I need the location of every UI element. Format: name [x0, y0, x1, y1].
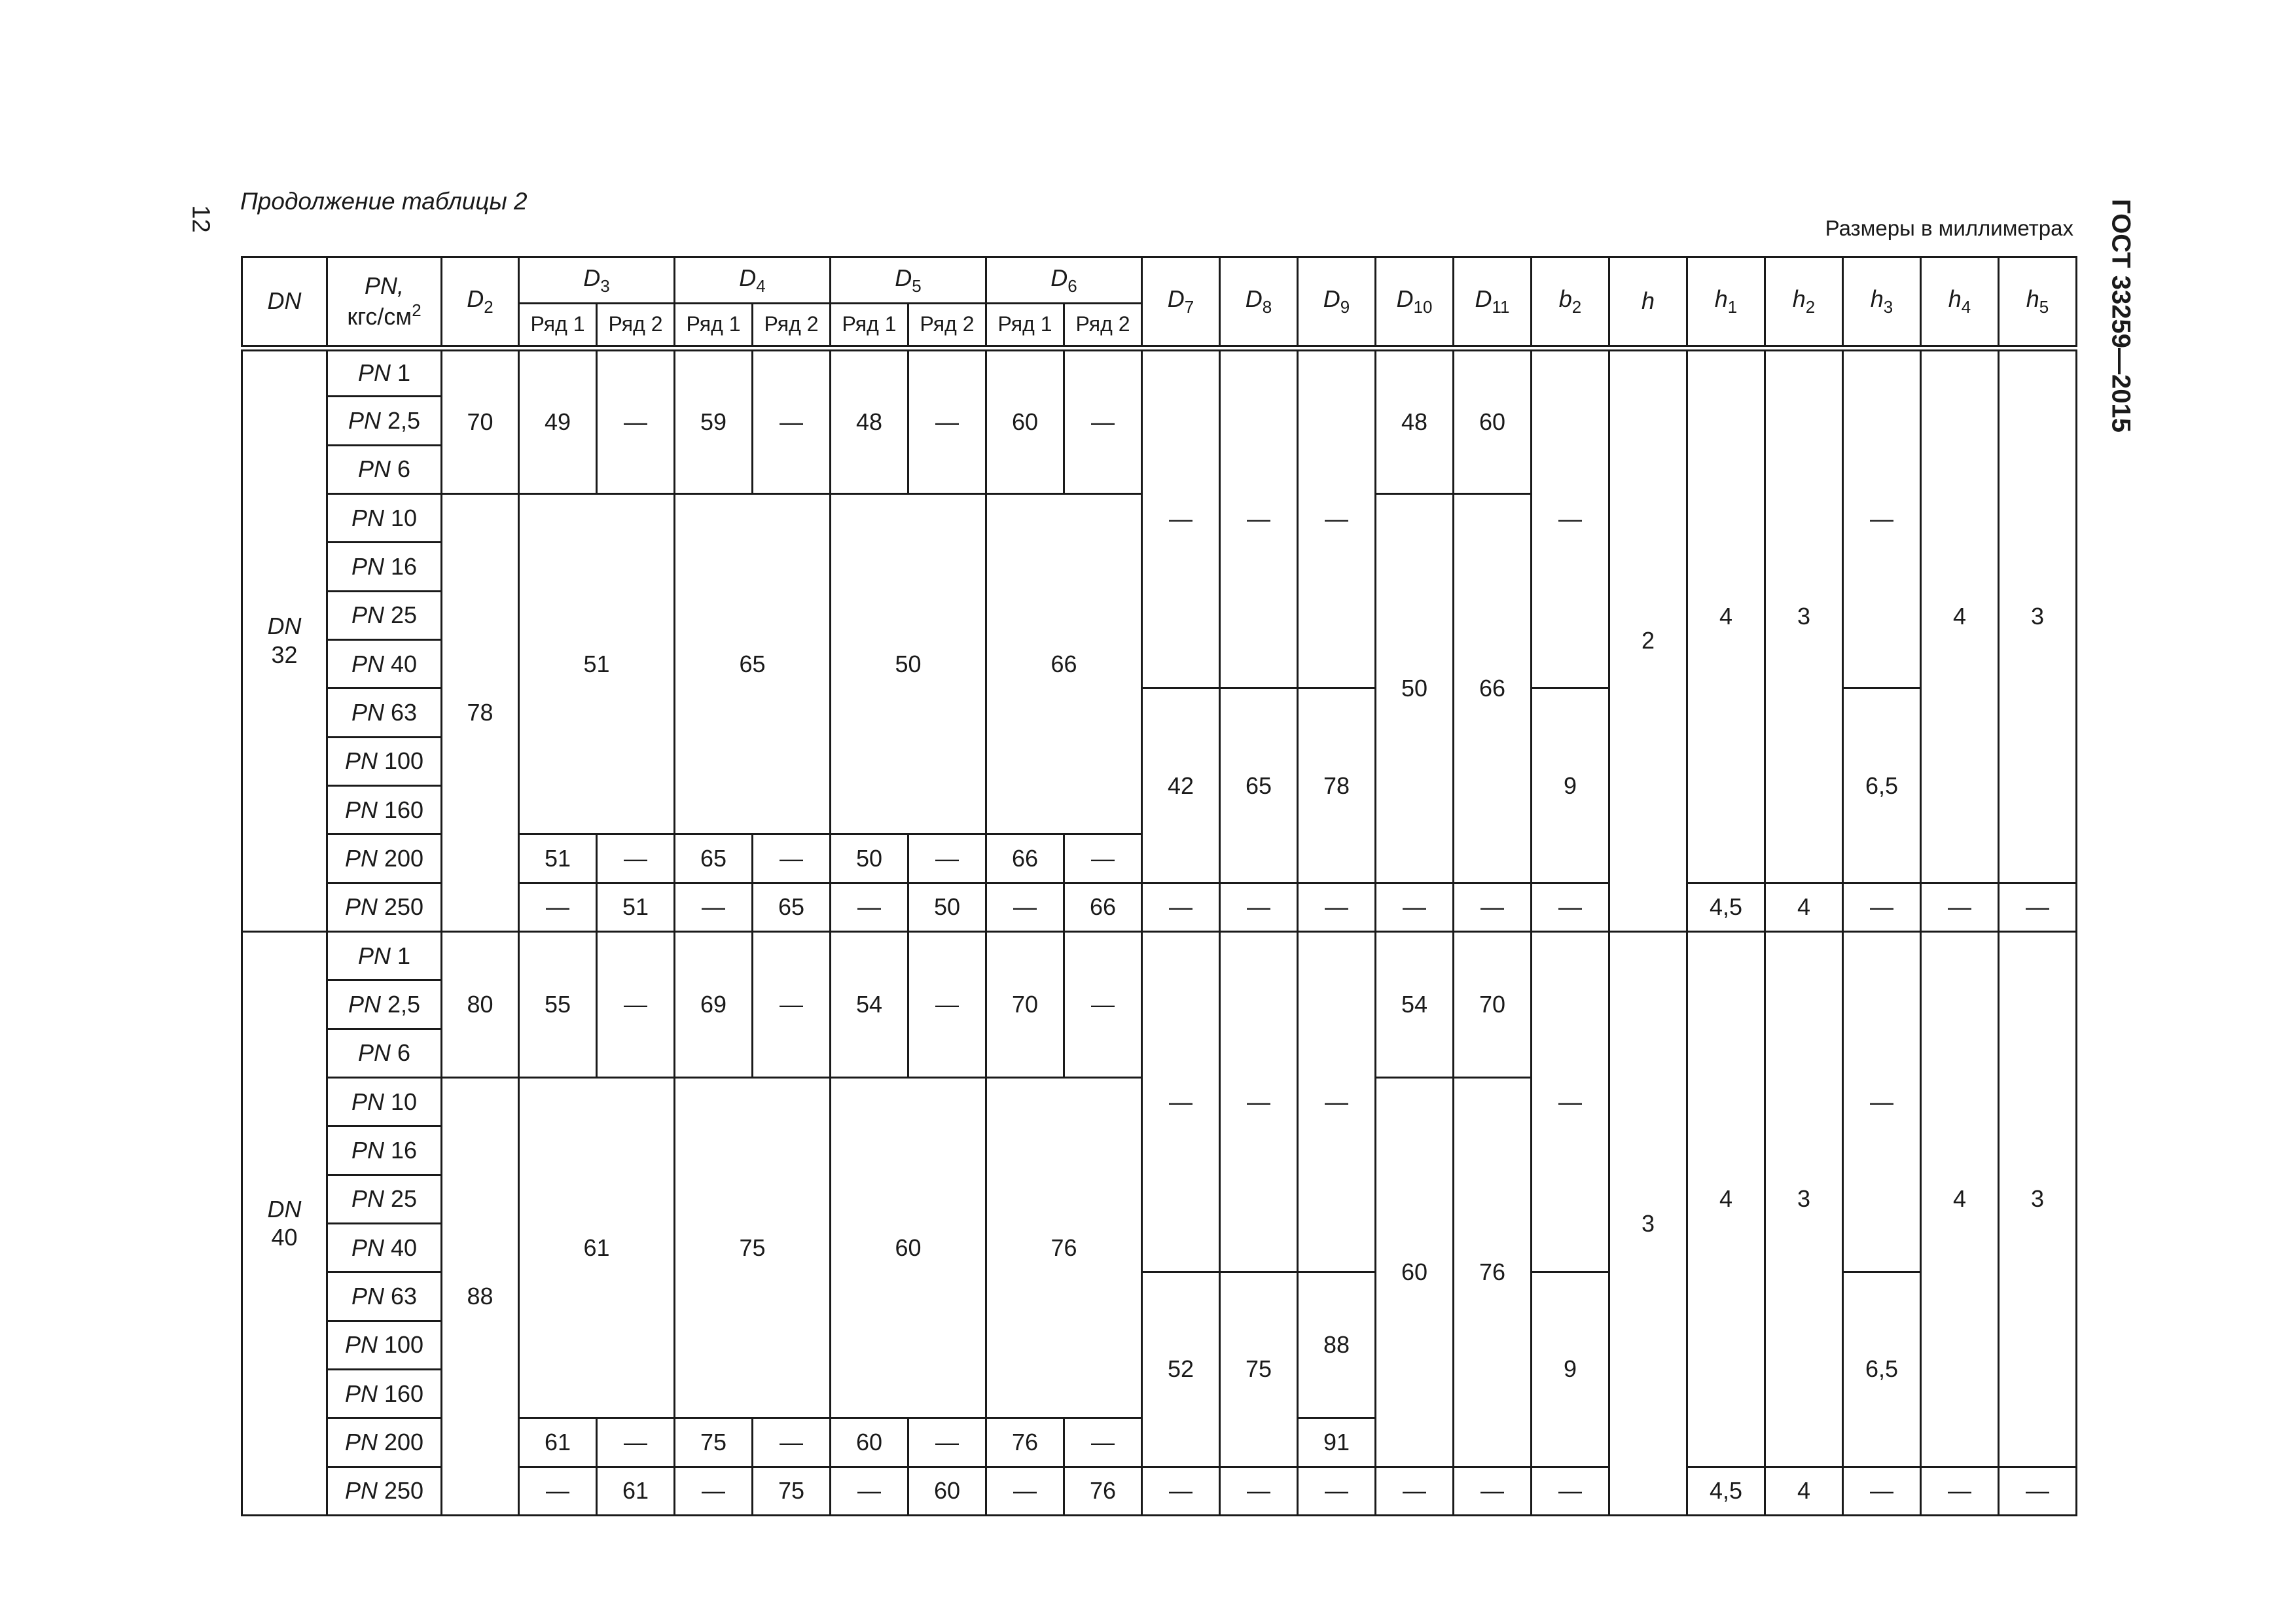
d3-row2-cell: 51	[597, 883, 675, 931]
d6-row1-cell: 66	[986, 834, 1064, 883]
d3-row1-cell: —	[519, 883, 597, 931]
header-d3: $D_3$	[519, 257, 675, 304]
d3-row2-cell: —	[597, 834, 675, 883]
header-h: h	[1609, 257, 1687, 348]
pn-value: 16	[390, 1136, 418, 1164]
pn-prefix: PN	[351, 553, 384, 580]
header-d7: $D_7$	[1142, 257, 1220, 348]
table-row	[242, 348, 2077, 397]
pn-prefix: PN	[351, 601, 384, 629]
d3-row2-cell: —	[597, 1418, 675, 1467]
d4-row1-cell: —	[675, 883, 753, 931]
pn-value: 6	[397, 1039, 411, 1067]
d4-row2-cell: 65	[753, 883, 831, 931]
d8-cell: —	[1220, 931, 1298, 1272]
header-d4: $D_4$	[675, 257, 831, 304]
d3-cell: 61	[519, 1077, 675, 1418]
pn-cell	[327, 397, 442, 445]
d7-cell: —	[1142, 348, 1220, 688]
pn-value: 2,5	[387, 990, 421, 1018]
header-h5: $h_5$	[1999, 257, 2077, 348]
d5-row2-cell: 50	[908, 883, 986, 931]
pn-cell	[327, 931, 442, 980]
pn-prefix: PN	[351, 504, 384, 531]
d3-row1-cell: 61	[519, 1418, 597, 1467]
pn-cell	[327, 348, 442, 397]
pn-prefix: PN	[357, 1039, 391, 1067]
h3-cell: 6,5	[1843, 688, 1921, 883]
d3-row1-cell: 49	[519, 348, 597, 494]
d11-cell: 60	[1454, 348, 1532, 494]
pn-cell	[327, 688, 442, 737]
header-d10: $D_{10}$	[1376, 257, 1454, 348]
h4-cell: —	[1921, 883, 1999, 931]
header-d3-row1: Ряд 1	[519, 304, 597, 348]
d6-row2-cell: —	[1064, 834, 1142, 883]
pn-cell	[327, 493, 442, 542]
h3-cell: —	[1843, 1467, 1921, 1515]
units-note: Размеры в миллиметрах	[1825, 216, 2073, 240]
header-d2: $D_2$	[442, 257, 519, 348]
pn-prefix: PN	[357, 359, 391, 387]
d3-row2-cell: —	[597, 931, 675, 1077]
d2-cell: 80	[442, 931, 519, 1077]
h4-cell: —	[1921, 1467, 1999, 1515]
pn-prefix: PN	[344, 893, 378, 921]
d10-cell: 60	[1376, 1077, 1454, 1467]
header-d5: $D_5$	[831, 257, 986, 304]
header-d4-row2: Ряд 2	[753, 304, 831, 348]
pn-prefix: PN	[351, 699, 384, 726]
d4-row2-cell: —	[753, 348, 831, 494]
d2-cell: 70	[442, 348, 519, 494]
pn-cell	[327, 785, 442, 834]
d5-row1-cell: —	[831, 1467, 908, 1515]
d5-row2-cell: —	[908, 931, 986, 1077]
d9-cell: —	[1298, 348, 1376, 688]
d6-row1-cell: 76	[986, 1418, 1064, 1467]
pn-prefix: PN	[344, 747, 378, 775]
d6-row2-cell: —	[1064, 931, 1142, 1077]
h1-cell: 4	[1687, 348, 1765, 883]
h2-cell: 3	[1765, 931, 1843, 1467]
d9-cell: 88	[1298, 1272, 1376, 1418]
pn-value: 63	[390, 699, 418, 726]
d5-row1-cell: 60	[831, 1418, 908, 1467]
d4-row1-cell: 75	[675, 1418, 753, 1467]
d4-row1-cell: 65	[675, 834, 753, 883]
d5-row2-cell: —	[908, 834, 986, 883]
pn-prefix: PN	[351, 1234, 384, 1261]
d9-cell: 78	[1298, 688, 1376, 883]
pn-cell	[327, 980, 442, 1029]
d4-row2-cell: —	[753, 1418, 831, 1467]
d11-cell: —	[1454, 883, 1532, 931]
d6-row2-cell: 66	[1064, 883, 1142, 931]
pn-value: 1	[397, 359, 411, 387]
pn-cell	[327, 883, 442, 931]
pn-value: 10	[390, 504, 418, 531]
dn-value: 40	[271, 1224, 298, 1251]
d8-cell: 75	[1220, 1272, 1298, 1467]
dimensions-table	[241, 256, 2077, 1516]
pn-cell	[327, 445, 442, 493]
d4-row2-cell: —	[753, 931, 831, 1077]
pn-prefix: PN	[351, 1136, 384, 1164]
dn-cell	[242, 931, 327, 1515]
pn-value: 6	[397, 455, 411, 483]
d8-cell: —	[1220, 1467, 1298, 1515]
pn-prefix: PN	[351, 1185, 384, 1213]
h4-cell: 4	[1921, 931, 1999, 1467]
b2-cell: —	[1532, 348, 1609, 688]
d2-cell: 78	[442, 493, 519, 931]
header-d3-row2: Ряд 2	[597, 304, 675, 348]
pn-value: 200	[384, 844, 424, 872]
pn-value: 40	[390, 650, 418, 677]
pn-value: 25	[390, 601, 418, 629]
pn-prefix: PN	[348, 407, 381, 435]
d5-row1-cell: 50	[831, 834, 908, 883]
d5-row2-cell: 60	[908, 1467, 986, 1515]
header-dn: DN	[242, 257, 327, 348]
d6-row1-cell: —	[986, 883, 1064, 931]
header-d11: $D_{11}$	[1454, 257, 1532, 348]
d10-cell: —	[1376, 883, 1454, 931]
header-d6-row2: Ряд 2	[1064, 304, 1142, 348]
d9-cell: —	[1298, 931, 1376, 1272]
pn-prefix: PN	[344, 1380, 378, 1407]
d6-row1-cell: 60	[986, 348, 1064, 494]
d6-row2-cell: —	[1064, 348, 1142, 494]
d4-row2-cell: —	[753, 834, 831, 883]
pn-cell	[327, 1175, 442, 1223]
d4-row2-cell: 75	[753, 1467, 831, 1515]
pn-prefix: PN	[348, 990, 381, 1018]
table-continuation-title: Продолжение таблицы 2	[240, 188, 528, 215]
h1-cell: 4	[1687, 931, 1765, 1467]
h5-cell: 3	[1999, 348, 2077, 883]
b2-cell: 9	[1532, 688, 1609, 883]
pn-value: 250	[384, 1477, 424, 1505]
h2-cell: 4	[1765, 1467, 1843, 1515]
dn-value: 32	[271, 641, 298, 669]
dn-cell	[242, 348, 327, 932]
d11-cell: —	[1454, 1467, 1532, 1515]
d5-cell: 60	[831, 1077, 986, 1418]
d9-cell: 91	[1298, 1418, 1376, 1467]
header-pn: PN, кгс/$см^2$	[327, 257, 442, 348]
document-code-text: ГОСТ 33259—2015	[2106, 199, 2136, 433]
d9-cell: —	[1298, 1467, 1376, 1515]
d10-cell: 54	[1376, 931, 1454, 1077]
d11-cell: 76	[1454, 1077, 1532, 1467]
d5-cell: 50	[831, 493, 986, 834]
pn-prefix: PN	[344, 1331, 378, 1359]
pn-cell	[327, 1223, 442, 1272]
d7-cell: 42	[1142, 688, 1220, 883]
h3-cell: 6,5	[1843, 1272, 1921, 1467]
d5-row1-cell: 48	[831, 348, 908, 494]
h3-cell: —	[1843, 883, 1921, 931]
header-d6: $D_6$	[986, 257, 1142, 304]
d10-cell: —	[1376, 1467, 1454, 1515]
d9-cell: —	[1298, 883, 1376, 931]
dn-label: DN	[267, 1195, 302, 1222]
pn-value: 1	[397, 942, 411, 969]
pn-prefix: PN	[344, 796, 378, 823]
table-body	[242, 348, 2077, 1516]
d3-row1-cell: 51	[519, 834, 597, 883]
d6-row2-cell: —	[1064, 1418, 1142, 1467]
b2-cell: —	[1532, 883, 1609, 931]
d4-cell: 65	[675, 493, 831, 834]
header-h1: $h_1$	[1687, 257, 1765, 348]
d7-cell: —	[1142, 883, 1220, 931]
pn-cell	[327, 1321, 442, 1369]
header-d5-row2: Ряд 2	[908, 304, 986, 348]
pn-prefix: PN	[357, 455, 391, 483]
h1-cell: 4,5	[1687, 1467, 1765, 1515]
pn-value: 2,5	[387, 407, 421, 435]
pn-value: 160	[384, 796, 424, 823]
d3-row1-cell: 55	[519, 931, 597, 1077]
pn-cell	[327, 1467, 442, 1515]
d6-row1-cell: —	[986, 1467, 1064, 1515]
pn-cell	[327, 1126, 442, 1175]
h5-cell: 3	[1999, 931, 2077, 1467]
pn-cell	[327, 834, 442, 883]
d5-row2-cell: —	[908, 1418, 986, 1467]
document-code	[2088, 183, 2147, 445]
h-cell: 2	[1609, 348, 1687, 932]
pn-cell	[327, 1029, 442, 1077]
header-d6-row1: Ряд 1	[986, 304, 1064, 348]
pn-prefix: PN	[351, 1088, 384, 1115]
pn-value: 200	[384, 1428, 424, 1455]
pn-cell	[327, 639, 442, 688]
pn-prefix: PN	[351, 1282, 384, 1310]
header-d5-row1: Ряд 1	[831, 304, 908, 348]
pn-prefix: PN	[357, 942, 391, 969]
header-d8: $D_8$	[1220, 257, 1298, 348]
d3-row1-cell: —	[519, 1467, 597, 1515]
pn-cell	[327, 1369, 442, 1418]
header-h3: $h_3$	[1843, 257, 1921, 348]
d6-row1-cell: 70	[986, 931, 1064, 1077]
b2-cell: —	[1532, 1467, 1609, 1515]
b2-cell: —	[1532, 931, 1609, 1272]
d8-cell: 65	[1220, 688, 1298, 883]
header-b2: $b_2$	[1532, 257, 1609, 348]
pn-value: 16	[390, 553, 418, 580]
pn-value: 100	[384, 1331, 424, 1359]
pn-value: 100	[384, 747, 424, 775]
h3-cell: —	[1843, 931, 1921, 1272]
d7-cell: 52	[1142, 1272, 1220, 1467]
pn-value: 25	[390, 1185, 418, 1213]
d6-cell: 76	[986, 1077, 1142, 1418]
d11-cell: 70	[1454, 931, 1532, 1077]
pn-prefix: PN	[344, 844, 378, 872]
pn-value: 40	[390, 1234, 418, 1261]
pn-prefix: PN	[344, 1477, 378, 1505]
d5-row1-cell: 54	[831, 931, 908, 1077]
d4-cell: 75	[675, 1077, 831, 1418]
pn-cell	[327, 1272, 442, 1321]
pn-cell	[327, 1077, 442, 1126]
b2-cell: 9	[1532, 1272, 1609, 1467]
pn-cell	[327, 1418, 442, 1467]
page-number: 12	[187, 205, 215, 233]
d10-cell: 50	[1376, 493, 1454, 883]
pn-cell	[327, 737, 442, 785]
header-h4: $h_4$	[1921, 257, 1999, 348]
header-h2: $h_2$	[1765, 257, 1843, 348]
d8-cell: —	[1220, 883, 1298, 931]
d6-row2-cell: 76	[1064, 1467, 1142, 1515]
h2-cell: 4	[1765, 883, 1843, 931]
d10-cell: 48	[1376, 348, 1454, 494]
pn-cell	[327, 591, 442, 639]
table-row	[242, 931, 2077, 980]
pn-cell	[327, 543, 442, 591]
h5-cell: —	[1999, 883, 2077, 931]
pn-value: 250	[384, 893, 424, 921]
d11-cell: 66	[1454, 493, 1532, 883]
d7-cell: —	[1142, 931, 1220, 1272]
header-d9: $D_9$	[1298, 257, 1376, 348]
h4-cell: 4	[1921, 348, 1999, 883]
pn-value: 160	[384, 1380, 424, 1407]
d5-row1-cell: —	[831, 883, 908, 931]
h-cell: 3	[1609, 931, 1687, 1515]
pn-value: 10	[390, 1088, 418, 1115]
d4-row1-cell: 69	[675, 931, 753, 1077]
d7-cell: —	[1142, 1467, 1220, 1515]
pn-prefix: PN	[351, 650, 384, 677]
h5-cell: —	[1999, 1467, 2077, 1515]
d3-cell: 51	[519, 493, 675, 834]
d3-row2-cell: 61	[597, 1467, 675, 1515]
header-d4-row1: Ряд 1	[675, 304, 753, 348]
d3-row2-cell: —	[597, 348, 675, 494]
d2-cell: 88	[442, 1077, 519, 1515]
pn-prefix: PN	[344, 1428, 378, 1455]
d4-row1-cell: —	[675, 1467, 753, 1515]
h1-cell: 4,5	[1687, 883, 1765, 931]
d5-row2-cell: —	[908, 348, 986, 494]
dn-label: DN	[267, 613, 302, 640]
pn-value: 63	[390, 1282, 418, 1310]
d6-cell: 66	[986, 493, 1142, 834]
h3-cell: —	[1843, 348, 1921, 688]
d8-cell: —	[1220, 348, 1298, 688]
d4-row1-cell: 59	[675, 348, 753, 494]
h2-cell: 3	[1765, 348, 1843, 883]
